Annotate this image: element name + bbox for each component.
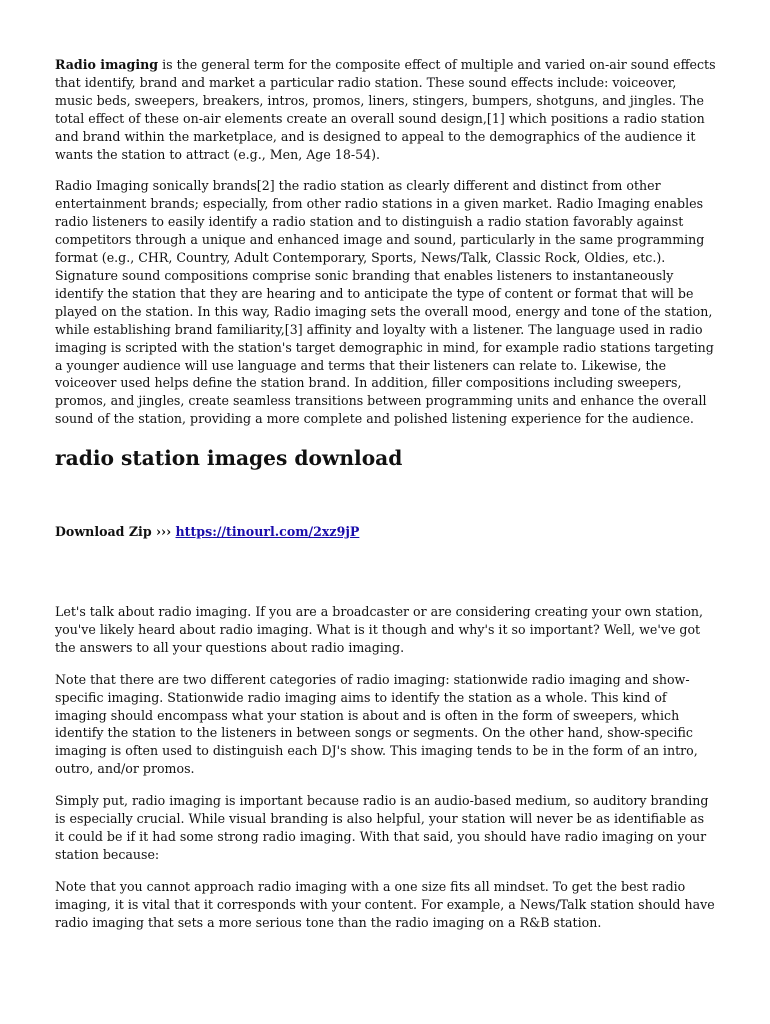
section-heading: radio station images download	[55, 446, 403, 471]
download-link[interactable]: https://tinourl.com/2xz9jP	[175, 524, 360, 540]
intro-paragraph-1	[55, 56, 717, 163]
document-page	[55, 56, 717, 946]
radio-imaging-term: Radio imaging	[55, 57, 159, 72]
body-paragraph-4: Note that you cannot approach radio imaging with a one size fits all mindset. To get the best radio imaging, it is vital that it corresponds with your content. For example, a News/Talk station should have radio imaging that sets a more serious tone than the radio imaging on a R&B station.	[55, 878, 715, 930]
body-paragraph-3: Simply put, radio imaging is important because radio is an audio-based medium, so auditory branding is especially crucial. While visual branding is also helpful, your station will never be as identifiable as it could be if it had some strong radio imaging. With that said, you should have radio imaging on your station because:	[55, 793, 709, 862]
intro-paragraph-1-text: is the general term for the composite effect of multiple and varied on-air sound effects that identify, brand and market a particular radio station. These sound effects include: voiceover, music beds, sweepers, breakers, intros, promos, liners, stingers, bumpers, shotguns, and jingles. The total effect of these on-air elements create an overall sound design,[1] which positions a radio station and brand within the marketplace, and is designed to appeal to the demographics of the audience it wants the station to attract (e.g., Men, Age 18-54).	[55, 57, 716, 162]
body-section	[55, 603, 717, 932]
download-label: Download Zip ›››	[55, 524, 176, 540]
download-line	[55, 523, 717, 541]
intro-paragraph-2: Radio Imaging sonically brands[2] the radio station as clearly different and distinct from other entertainment brands; especially, from other radio stations in a given market. Radio Imaging enables radio listeners to easily identify a radio station and to distinguish a radio station favorably against competitors through a unique and enhanced image and sound, particularly in the same programming format (e.g., CHR, Country, Adult Contemporary, Sports, News/Talk, Classic Rock, Oldies, etc.). Signature sound compositions comprise sonic branding that enables listeners to instantaneously identify the station that they are hearing and to anticipate the type of content or format that will be played on the station. In this way, Radio imaging sets the overall mood, energy and tone of the station, while establishing brand familiarity,[3] affinity and loyalty with a listener. The language used in radio imaging is scripted with the station's target demographic in mind, for example radio stations targeting a younger audience will use language and terms that their listeners can relate to. Likewise, the voiceover used helps define the station brand. In addition, filler compositions including sweepers, promos, and jingles, create seamless transitions between programming units and enhance the overall sound of the station, providing a more complete and polished listening experience for the audience.	[55, 178, 714, 427]
body-paragraph-1: Let's talk about radio imaging. If you are a broadcaster or are considering creating your own station, you've likely heard about radio imaging. What is it though and why's it so important? Well, we've got the answers to all your questions about radio imaging.	[55, 604, 704, 655]
body-paragraph-2: Note that there are two different categories of radio imaging: stationwide radio imaging and show-specific imaging. Stationwide radio imaging aims to identify the station as a whole. This kind of imaging should encompass what your station is about and is often in the form of sweepers, which identify the station to the listeners in between songs or segments. On the other hand, show-specific imaging is often used to distinguish each DJ's show. This imaging tends to be in the form of an intro, outro, and/or promos.	[55, 671, 698, 777]
